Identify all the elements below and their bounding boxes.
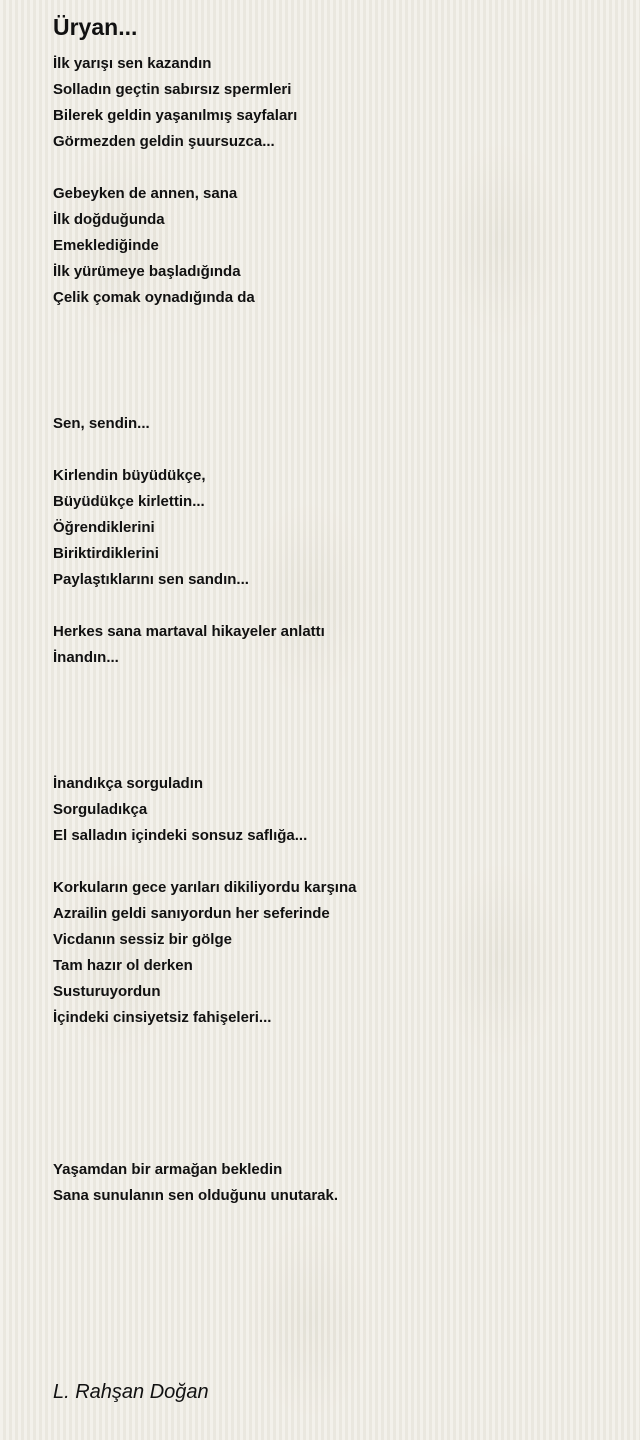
poem-line: Biriktirdiklerini (53, 545, 159, 562)
poem-line: Görmezden geldin şuursuzca... (53, 133, 275, 150)
poem-line: Bilerek geldin yaşanılmış sayfaları (53, 107, 298, 124)
poem-line: İnandın... (53, 649, 119, 666)
poem-line: Solladın geçtin sabırsız spermleri (53, 81, 292, 98)
poem-line: İlk yarışı sen kazandın (53, 55, 212, 72)
poem-line: Büyüdükçe kirlettin... (53, 493, 205, 510)
poem-line: İnandıkça sorguladın (53, 775, 204, 792)
stanza-5 (53, 619, 325, 671)
stanza-6 (53, 771, 307, 849)
poem-line: Gebeyken de annen, sana (53, 185, 238, 202)
poem-line: Azrailin geldi sanıyordun her seferinde (53, 905, 330, 922)
poem-line: Sorguladıkça (53, 801, 148, 818)
poem-line: El salladın içindeki sonsuz saflığa... (53, 827, 308, 844)
stanza-3 (53, 411, 150, 437)
poem-line: Paylaştıklarını sen sandın... (53, 571, 249, 588)
stanza-2 (53, 181, 255, 311)
poem-line: Sana sunulanın sen olduğunu unutarak. (53, 1187, 339, 1204)
poem-line: Yaşamdan bir armağan bekledin (53, 1161, 283, 1178)
poem-line: Susturuyordun (53, 983, 161, 1000)
stanza-8 (53, 1157, 338, 1209)
stanza-1 (53, 51, 297, 155)
poem-line: İlk doğduğunda (53, 211, 165, 228)
stanza-7 (53, 875, 356, 1031)
poem-line: Emeklediğinde (53, 237, 159, 254)
stanza-4 (53, 463, 249, 593)
poem-title: Üryan... (53, 14, 138, 40)
poem-line: Herkes sana martaval hikayeler anlattı (53, 623, 325, 640)
poem-line: İlk yürümeye başladığında (53, 263, 241, 280)
poem-author: L. Rahşan Doğan (53, 1381, 209, 1403)
poem-line: Sen, sendin... (53, 415, 150, 432)
poem-line: Öğrendiklerini (53, 519, 155, 536)
poem-line: İçindeki cinsiyetsiz fahişeleri... (53, 1009, 272, 1026)
poem-line: Çelik çomak oynadığında da (53, 289, 255, 306)
poem-line: Kirlendin büyüdükçe, (53, 467, 206, 484)
poem-line: Tam hazır ol derken (53, 957, 193, 974)
poem-line: Korkuların gece yarıları dikiliyordu karşına (53, 879, 357, 896)
poem-line: Vicdanın sessiz bir gölge (53, 931, 232, 948)
